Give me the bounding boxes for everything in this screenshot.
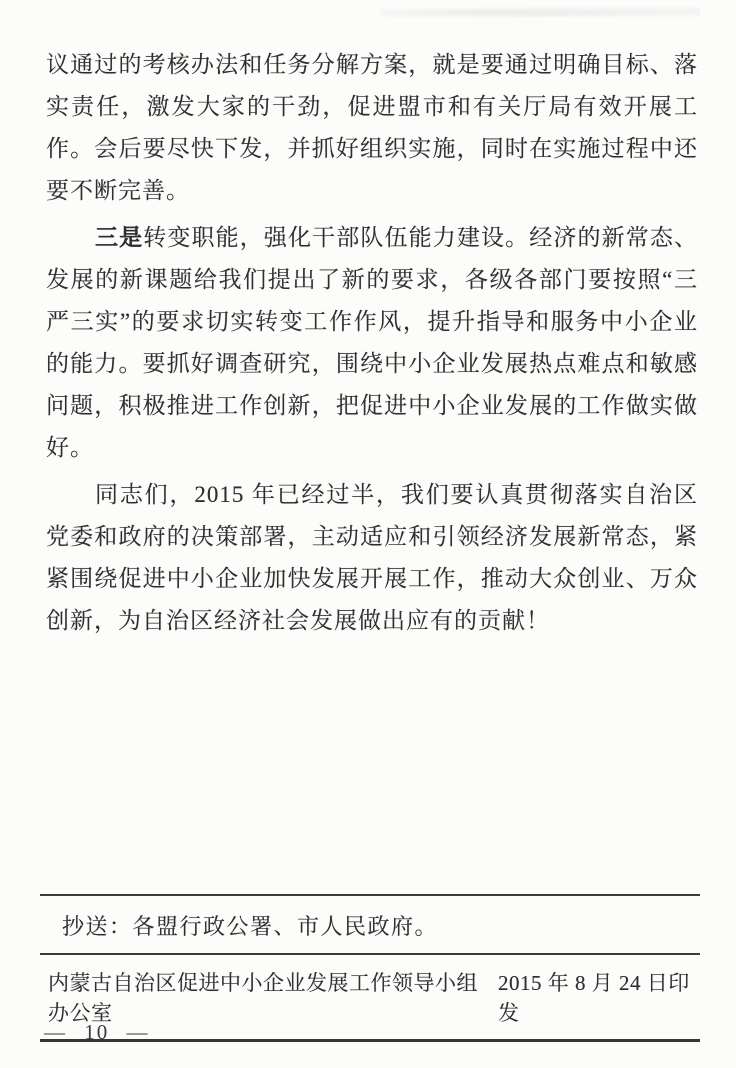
paragraph-text: 转变职能，强化干部队伍能力建设。经济的新常态、发展的新课题给我们提出了新的要求，各级各部门要按照“三严三实”的要求切实转变工作作风，提升指导和服务中小企业的能力。要抓好调查研究，围绕中小企业发展热点难点和敏感问题，积极推进工作创新，把促进中小企业发展的工作做实做好。 — [46, 225, 698, 460]
scan-artifact — [380, 6, 700, 20]
page-number: — 10 — — [44, 1020, 150, 1044]
document-body — [46, 44, 698, 647]
paragraph-text: 议通过的考核办法和任务分解方案，就是要通过明确目标、落实责任，激发大家的干劲，促进盟市和有关厅局有效开展工作。会后要尽快下发，并抓好组织实施，同时在实施过程中还要不断完善。 — [46, 52, 698, 203]
print-date: 2015 年 8 月 24 日印发 — [497, 971, 690, 1025]
paragraph — [46, 474, 698, 642]
paragraph — [46, 217, 698, 469]
paragraph-lead: 三是 — [95, 225, 144, 250]
paragraph-text: 同志们，2015 年已经过半，我们要认真贯彻落实自治区党委和政府的决策部署，主动适应和引领经济发展新常态，紧紧围绕促进中小企业加快发展开展工作，推动大众创业、万众创新，为自治区经济社会发展做出应有的贡献！ — [46, 482, 698, 633]
cc-row — [40, 896, 700, 955]
paragraph — [46, 44, 698, 212]
issuing-office: 内蒙古自治区促进中小企业发展工作领导小组办公室 — [48, 971, 478, 1025]
cc-line: 抄送：各盟行政公署、市人民政府。 — [62, 914, 439, 939]
